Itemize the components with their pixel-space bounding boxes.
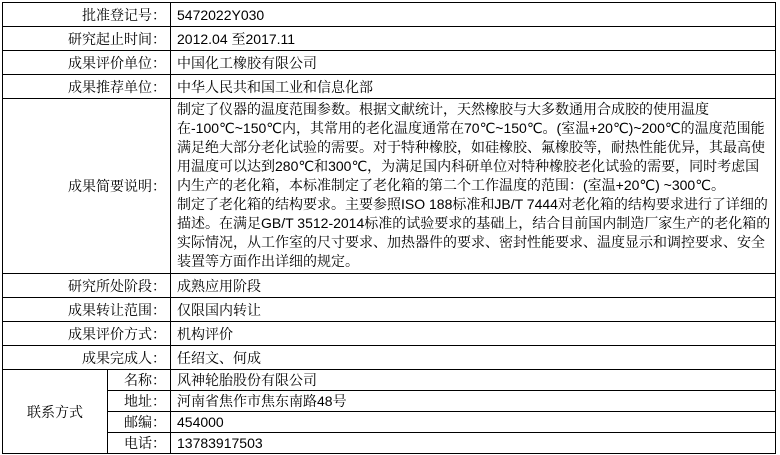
contact-field-label: 邮编： <box>108 412 171 433</box>
achievement-detail-table <box>2 2 776 454</box>
field-value: 2012.04 至2017.11 <box>171 27 776 51</box>
summary-paragraph: 制定了老化箱的结构要求。主要参照ISO 188标准和JB/T 7444对老化箱的结构要求进行了详细的描述。在满足GB/T 3512-2014标准的试验要求的基础上，结合目前国内制造厂家生产的老化箱的实际情况，从工作室的尺寸要求、加热器件的要求、密封性能要求、温度显示和调控要求、安全装置等方面作出详细的规定。 <box>177 196 771 269</box>
table-row <box>3 3 776 27</box>
field-value: 任绍文、何成 <box>171 346 776 370</box>
contact-field-value: 454000 <box>171 412 776 433</box>
field-label: 成果简要说明： <box>3 99 171 274</box>
table-row-contact <box>3 412 776 433</box>
contact-field-value: 河南省焦作市焦东南路48号 <box>171 391 776 412</box>
field-label: 研究所处阶段： <box>3 274 171 298</box>
summary-text <box>171 99 776 274</box>
table-row <box>3 274 776 298</box>
summary-paragraph: 制定了仪器的温度范围参数。根据文献统计，天然橡胶与大多数通用合成胶的使用温度在-100℃~150℃内，其常用的老化温度通常在70℃~150℃。(室温+20℃)~200℃的温度范围能满足绝大部分老化试验的需要。对于特种橡胶，如硅橡胶、氟橡胶等，耐热性能优异，其最高使用温度可以达到280℃和300℃，为满足国内科研单位对特种橡胶老化试验的需要，同时考虑国内生产的老化箱，本标准制定了老化箱的第二个工作温度的范围：(室温+20℃) ~300℃。 <box>177 101 765 193</box>
table-row-contact <box>3 370 776 391</box>
contact-section-label: 联系方式 <box>3 370 108 454</box>
table-row-summary <box>3 99 776 274</box>
field-value: 中华人民共和国工业和信息化部 <box>171 75 776 99</box>
table-row <box>3 51 776 75</box>
field-value: 仅限国内转让 <box>171 298 776 322</box>
field-label: 成果完成人： <box>3 346 171 370</box>
table-row <box>3 27 776 51</box>
contact-field-label: 名称： <box>108 370 171 391</box>
table-row <box>3 298 776 322</box>
field-value: 中国化工橡胶有限公司 <box>171 51 776 75</box>
contact-field-value: 风神轮胎股份有限公司 <box>171 370 776 391</box>
field-label: 成果转让范围： <box>3 298 171 322</box>
field-value: 成熟应用阶段 <box>171 274 776 298</box>
field-label: 成果评价单位： <box>3 51 171 75</box>
field-label: 成果评价方式： <box>3 322 171 346</box>
contact-field-value: 13783917503 <box>171 433 776 454</box>
contact-field-label: 电话： <box>108 433 171 454</box>
table-row <box>3 346 776 370</box>
table-row <box>3 75 776 99</box>
contact-field-label: 地址： <box>108 391 171 412</box>
field-value: 机构评价 <box>171 322 776 346</box>
field-label: 研究起止时间： <box>3 27 171 51</box>
table-row-contact <box>3 433 776 454</box>
field-value: 5472022Y030 <box>171 3 776 27</box>
field-label: 批准登记号： <box>3 3 171 27</box>
table-row <box>3 322 776 346</box>
table-row-contact <box>3 391 776 412</box>
field-label: 成果推荐单位： <box>3 75 171 99</box>
